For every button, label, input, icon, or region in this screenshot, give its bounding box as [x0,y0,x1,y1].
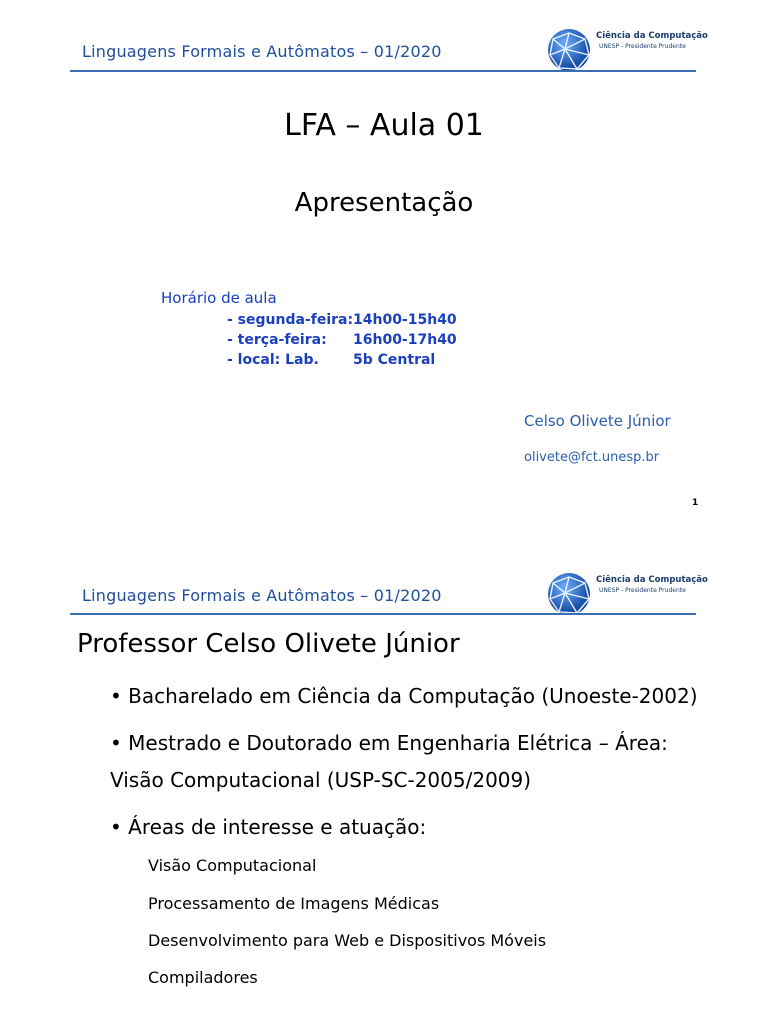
interest-item: Visão Computacional [148,856,317,875]
schedule-value: 5b Central [353,352,436,368]
slide-title: LFA – Aula 01 [284,108,484,143]
geodesic-sphere-icon [545,27,593,73]
logo-subtitle: UNESP - Presidente Prudente [599,587,686,594]
page-number: 1 [692,498,699,508]
author-name: Celso Olivete Júnior [524,412,671,430]
bullet-item: • Mestrado e Doutorado em Engenharia Elétrica – Área: [110,731,668,755]
interest-item: Compiladores [148,968,258,987]
slide-2 [0,512,768,1024]
interest-item: Desenvolvimento para Web e Dispositivos Móveis [148,931,547,950]
logo-subtitle: UNESP - Presidente Prudente [599,43,686,50]
header-divider [70,613,696,615]
bullet-item: • Áreas de interesse e atuação: [110,815,427,839]
schedule-value: 14h00-15h40 [353,312,457,328]
bullet-item: Visão Computacional (USP-SC-2005/2009) [110,768,532,792]
header-divider [70,70,696,72]
logo-title: Ciência da Computação [596,575,708,585]
schedule-key: - segunda-feira: [227,312,354,328]
schedule-label: Horário de aula [161,289,277,307]
course-header: Linguagens Formais e Autômatos – 01/2020 [82,586,442,605]
geodesic-sphere-icon [545,571,593,617]
logo-title: Ciência da Computação [596,31,708,41]
author-email: olivete@fct.unesp.br [524,450,660,465]
schedule-key: - terça-feira: [227,332,327,348]
slide-subtitle: Apresentação [294,188,474,218]
bullet-item: • Bacharelado em Ciência da Computação (Unoeste-2002) [110,684,698,708]
schedule-value: 16h00-17h40 [353,332,457,348]
slide-title: Professor Celso Olivete Júnior [77,629,460,659]
department-logo [545,571,708,617]
department-logo [545,27,708,73]
schedule-key: - local: Lab. [227,352,319,368]
course-header: Linguagens Formais e Autômatos – 01/2020 [82,42,442,61]
interest-item: Processamento de Imagens Médicas [148,894,440,913]
